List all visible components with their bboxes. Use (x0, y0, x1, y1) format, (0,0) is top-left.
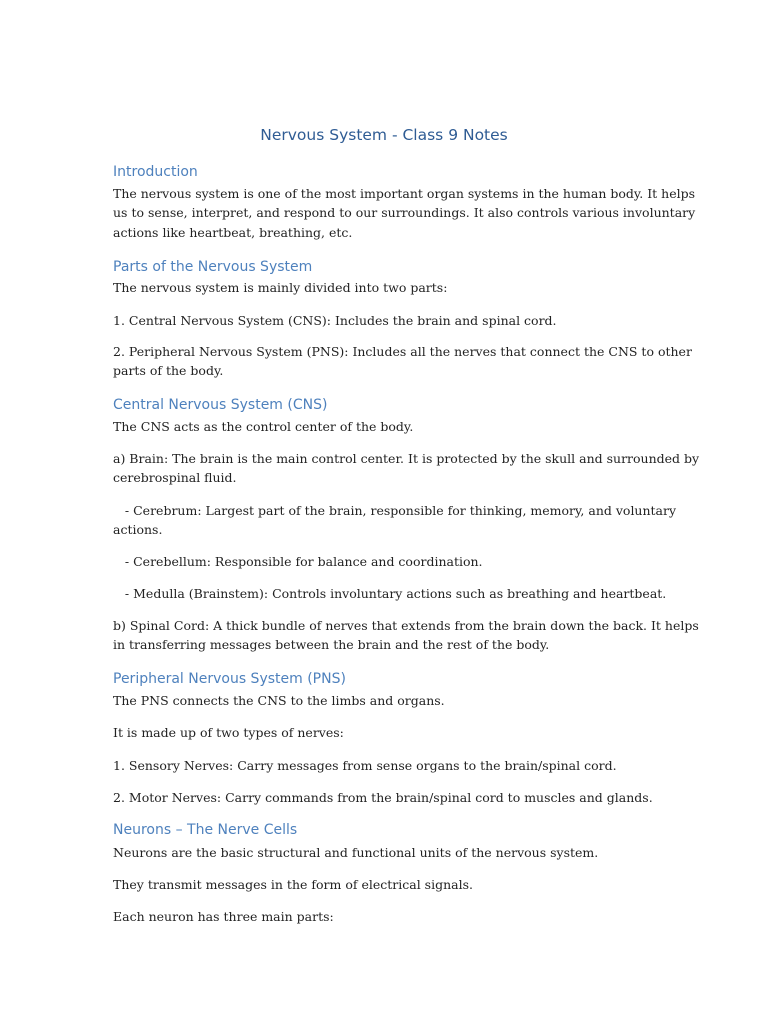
text-line: parts of the body. (113, 363, 224, 379)
text-line: - Cerebrum: Largest part of the brain, responsible for thinking, memory, and voluntary (113, 503, 677, 518)
paragraph-pns-motor (113, 788, 673, 807)
text-line: The CNS acts as the control center of the body. (113, 419, 414, 434)
paragraph-parts-cns (113, 311, 673, 330)
text-line: It is made up of two types of nerves: (113, 725, 344, 740)
text-line: 1. Sensory Nerves: Carry messages from sense organs to the brain/spinal cord. (113, 758, 617, 773)
paragraph-introduction (113, 184, 696, 242)
paragraph-neurons-parts (113, 907, 673, 926)
heading-neurons: Neurons – The Nerve Cells (113, 822, 298, 838)
text-line: a) Brain: The brain is the main control center. It is protected by the skull and surrounded by (113, 451, 700, 466)
paragraph-cns-cerebrum (113, 501, 677, 540)
paragraph-cns-intro (113, 417, 673, 436)
text-line: 1. Central Nervous System (CNS): Includes the brain and spinal cord. (113, 313, 557, 328)
text-line: actions. (113, 522, 163, 538)
heading-parts: Parts of the Nervous System (113, 259, 313, 275)
paragraph-parts-pns (113, 342, 692, 381)
text-line: They transmit messages in the form of electrical signals. (113, 877, 473, 892)
page-title: Nervous System - Class 9 Notes (260, 126, 508, 144)
paragraph-parts-intro (113, 278, 673, 297)
paragraph-cns-medulla (113, 584, 673, 603)
text-line: Each neuron has three main parts: (113, 909, 334, 924)
text-line: 2. Motor Nerves: Carry commands from the brain/spinal cord to muscles and glands. (113, 790, 653, 805)
paragraph-cns-cerebellum (113, 552, 673, 571)
text-line: Neurons are the basic structural and functional units of the nervous system. (113, 845, 599, 860)
heading-pns: Peripheral Nervous System (PNS) (113, 671, 346, 687)
paragraph-pns-intro (113, 691, 673, 710)
heading-cns: Central Nervous System (CNS) (113, 397, 328, 413)
heading-introduction: Introduction (113, 164, 198, 180)
text-line: cerebrospinal fluid. (113, 470, 237, 486)
text-line: us to sense, interpret, and respond to our surroundings. It also controls various involuntary (113, 205, 696, 221)
text-line: b) Spinal Cord: A thick bundle of nerves that extends from the brain down the back. It helps (113, 618, 699, 633)
text-line: The nervous system is mainly divided into two parts: (113, 280, 448, 295)
text-line: The PNS connects the CNS to the limbs and organs. (113, 693, 445, 708)
text-line: in transferring messages between the brain and the rest of the body. (113, 637, 550, 653)
paragraph-neurons-intro (113, 843, 673, 862)
text-line: actions like heartbeat, breathing, etc. (113, 224, 353, 240)
paragraph-pns-types (113, 723, 673, 742)
paragraph-cns-brain (113, 449, 700, 488)
paragraph-cns-spinal-cord (113, 616, 699, 655)
text-line: - Medulla (Brainstem): Controls involuntary actions such as breathing and heartbeat. (113, 586, 667, 601)
text-line: The nervous system is one of the most important organ systems in the human body. It helps (113, 186, 696, 201)
paragraph-neurons-signals (113, 875, 673, 894)
text-line: 2. Peripheral Nervous System (PNS): Includes all the nerves that connect the CNS to other (113, 344, 692, 359)
paragraph-pns-sensory (113, 756, 673, 775)
text-line: - Cerebellum: Responsible for balance and coordination. (113, 554, 483, 569)
